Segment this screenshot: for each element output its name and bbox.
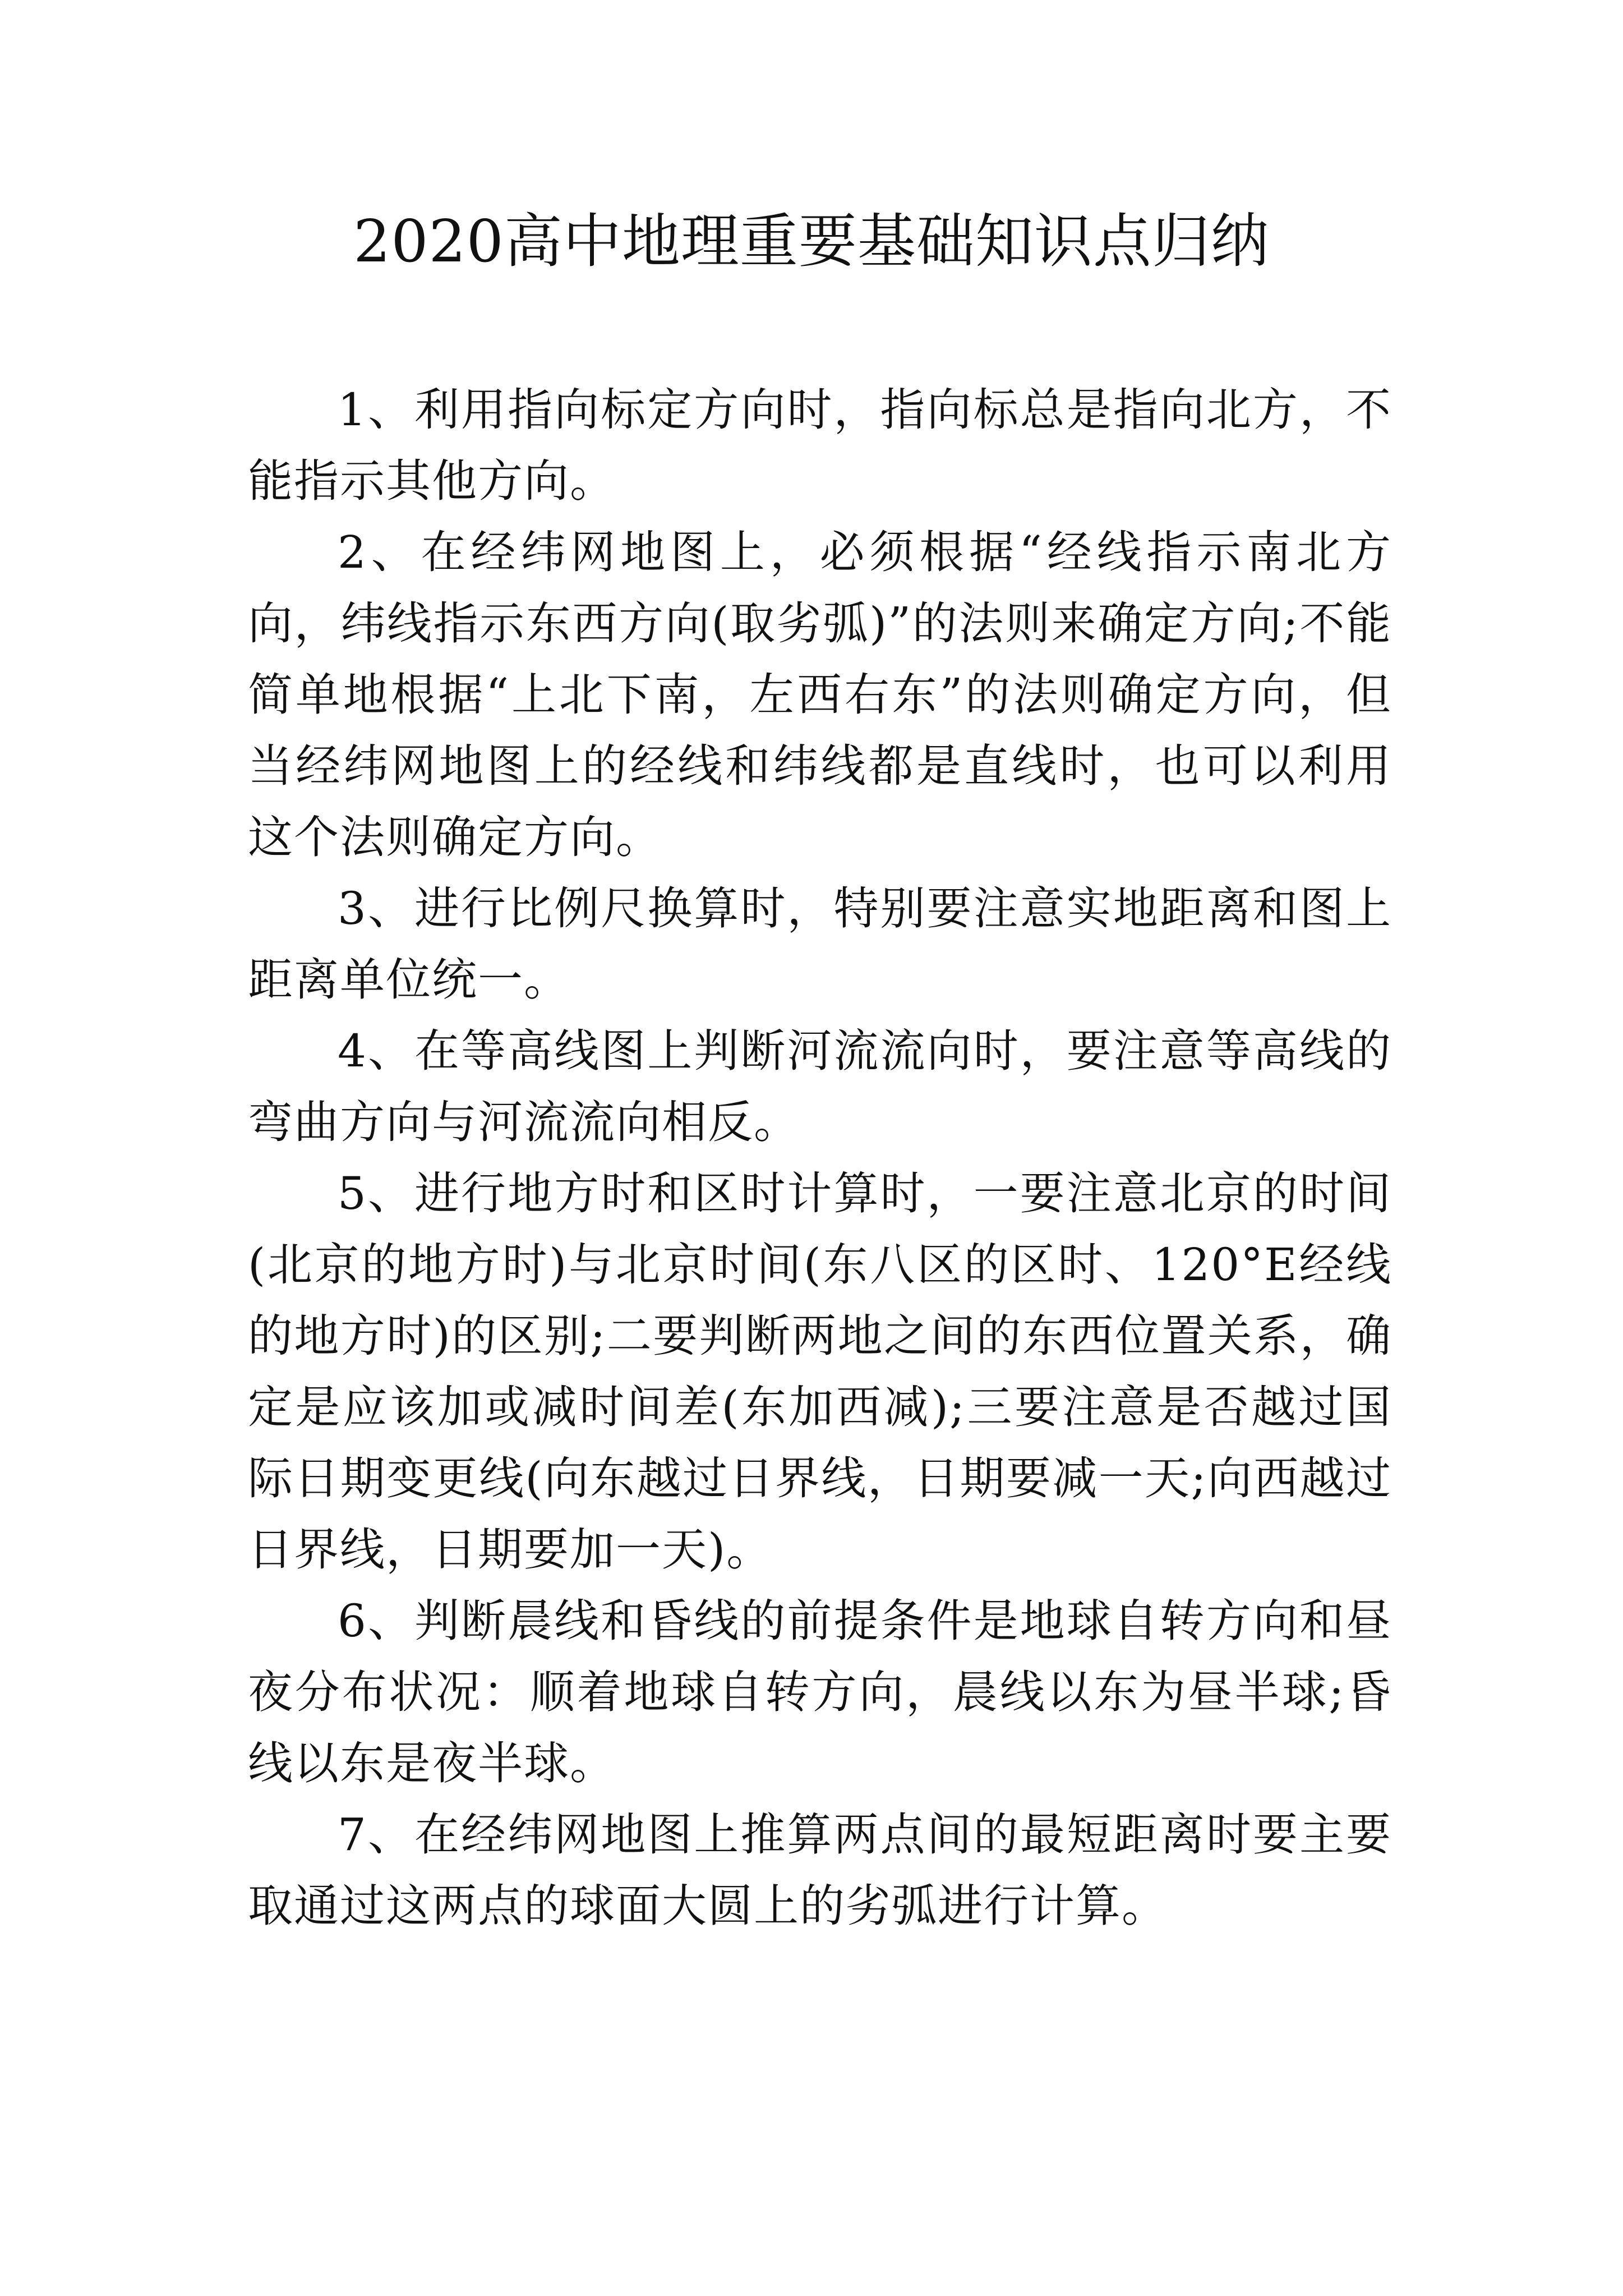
paragraph-2: 2、在经纬网地图上，必须根据“经线指示南北方向，纬线指示东西方向(取劣弧)”的法则来确定方向;不能简单地根据“上北下南，左西右东”的法则确定方向，但当经纬网地图上的经线和纬线都是直线时，也可以利用这个法则确定方向。 (248, 526, 1392, 863)
paragraph-5: 5、进行地方时和区时计算时，一要注意北京的时间(北京的地方时)与北京时间(东八区的区时、120°E经线的地方时)的区别;二要判断两地之间的东西位置关系，确定是应该加或减时间差(东加西减);三要注意是否越过国际日期变更线(向东越过日界线，日期要减一天;向西越过日界线，日期要加一天)。 (248, 1167, 1392, 1576)
paragraph-3: 3、进行比例尺换算时，特别要注意实地距离和图上距离单位统一。 (248, 882, 1392, 1006)
paragraph-1: 1、利用指向标定方向时，指向标总是指向北方，不能指示其他方向。 (248, 384, 1392, 507)
paragraph-7: 7、在经纬网地图上推算两点间的最短距离时要主要取通过这两点的球面大圆上的劣弧进行计算。 (248, 1809, 1392, 1932)
paragraph-4: 4、在等高线图上判断河流流向时，要注意等高线的弯曲方向与河流流向相反。 (248, 1025, 1392, 1148)
document-body (248, 374, 1392, 1941)
document-title: 2020高中地理重要基础知识点归纳 (353, 207, 1270, 275)
paragraph-6: 6、判断晨线和昏线的前提条件是地球自转方向和昼夜分布状况：顺着地球自转方向，晨线以东为昼半球;昏线以东是夜半球。 (248, 1595, 1392, 1789)
